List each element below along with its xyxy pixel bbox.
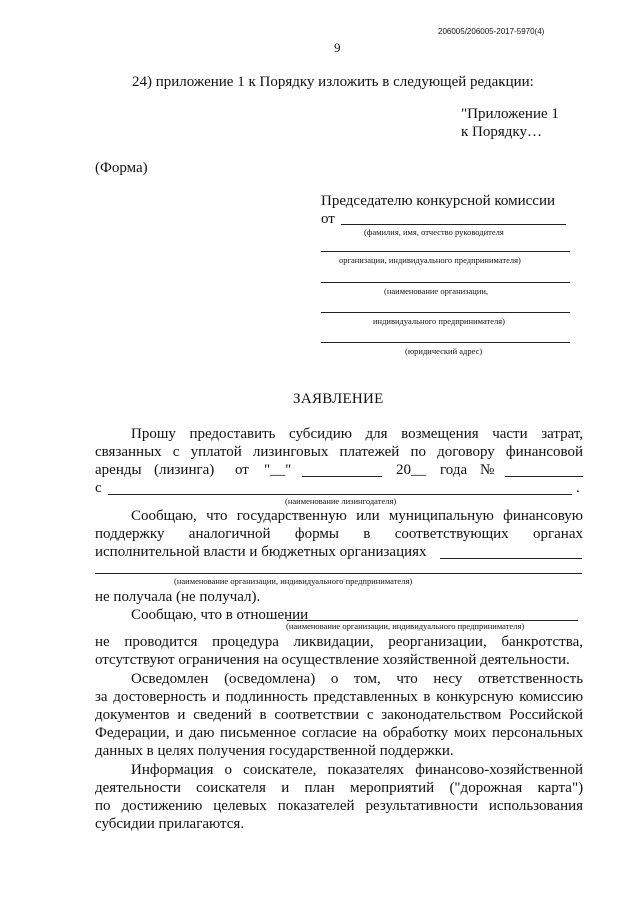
para1-s: с bbox=[95, 480, 102, 496]
addressee-caption-4: индивидуального предпринимателя) bbox=[373, 316, 505, 326]
addressee-caption-3: (наименование организации, bbox=[384, 286, 489, 296]
para5-line-4: субсидии прилагаются. bbox=[95, 816, 245, 832]
addressee-from: от bbox=[321, 211, 335, 227]
para2-line-3: исполнительной власти и бюджетных организациях bbox=[95, 544, 427, 560]
addressee-line-2 bbox=[321, 251, 570, 252]
addressee-line-3 bbox=[321, 282, 570, 283]
para4-line-1: Осведомлен (осведомлена) о том, что несу ответственность bbox=[131, 671, 584, 687]
para1-day: "__" bbox=[264, 462, 292, 478]
para1-goda: года bbox=[440, 462, 468, 478]
intro-line: 24) приложение 1 к Порядку изложить в следующей редакции: bbox=[132, 74, 534, 90]
addressee-caption-2: организации, индивидуального предпринимателя) bbox=[339, 255, 521, 265]
para4-line-2: за достоверность и подлинность представленных в конкурсную комиссию bbox=[95, 689, 584, 705]
para2-org-line-1 bbox=[440, 558, 582, 559]
para2-org-line-2 bbox=[95, 573, 582, 574]
para2-caption: (наименование организации, индивидуального предпринимателя) bbox=[174, 576, 413, 586]
para1-month-line bbox=[302, 476, 382, 477]
document-code: 206005/206005-2017-5970(4) bbox=[438, 27, 545, 36]
para1-year: 20__ bbox=[396, 462, 426, 478]
para4-line-3: документов и сведений в соответствии с законодательством Российской bbox=[95, 707, 584, 723]
para5-line-1: Информация о соискателе, показателях финансово-хозяйственной bbox=[131, 762, 584, 778]
para1-number-line bbox=[505, 476, 583, 477]
para2-line-5: не получала (не получал). bbox=[95, 589, 261, 605]
para2-line-1: Сообщаю, что государственную или муниципальную финансовую bbox=[131, 508, 583, 524]
appendix-line-1: "Приложение 1 bbox=[461, 106, 559, 122]
para1-period: . bbox=[576, 480, 580, 496]
para1-line-1: Прошу предоставить субсидию для возмещения части затрат, bbox=[131, 426, 584, 442]
para2-line-2: поддержку аналогичной формы в соответствующих органах bbox=[95, 526, 583, 542]
addressee-line-5 bbox=[321, 342, 570, 343]
addressee-line-1 bbox=[341, 224, 566, 225]
addressee-caption-5: (юридический адрес) bbox=[405, 346, 483, 356]
form-label: (Форма) bbox=[95, 160, 148, 176]
para3-caption: (наименование организации, индивидуального предпринимателя) bbox=[286, 621, 525, 631]
para3-line-2: не проводится процедура ликвидации, реорганизации, банкротства, bbox=[95, 634, 584, 650]
para1-aренды: аренды bbox=[95, 462, 142, 478]
para5-line-3: по достижению целевых показателей результативности использования bbox=[95, 798, 584, 814]
para1-ot: от bbox=[235, 462, 249, 478]
addressee-to: Председателю конкурсной комиссии bbox=[321, 193, 556, 209]
para1-number-sign: № bbox=[480, 462, 495, 478]
para1-lessor-line bbox=[108, 494, 572, 495]
addressee-caption-1: (фамилия, имя, отчество руководителя bbox=[364, 227, 504, 237]
para1-caption: (наименование лизингодателя) bbox=[285, 496, 397, 506]
para5-line-2: деятельности соискателя и план мероприятий ("дорожная карта") bbox=[95, 780, 584, 796]
para3-line-3: отсутствуют ограничения на осуществление хозяйственной деятельности. bbox=[95, 652, 570, 668]
para3-line-1: Сообщаю, что в отношении bbox=[131, 607, 309, 623]
page-number: 9 bbox=[334, 40, 341, 55]
para1-line-2: связанных с уплатой лизинговых платежей по договору финансовой bbox=[95, 444, 584, 460]
para4-line-5: данных в целях получения государственной поддержки. bbox=[95, 743, 454, 759]
addressee-line-4 bbox=[321, 312, 570, 313]
document-title: ЗАЯВЛЕНИЕ bbox=[293, 391, 384, 407]
para1-lizinga: (лизинга) bbox=[154, 462, 215, 478]
appendix-line-2: к Порядку… bbox=[461, 124, 542, 140]
para4-line-4: Федерации, и даю письменное согласие на обработку моих персональных bbox=[95, 725, 584, 741]
